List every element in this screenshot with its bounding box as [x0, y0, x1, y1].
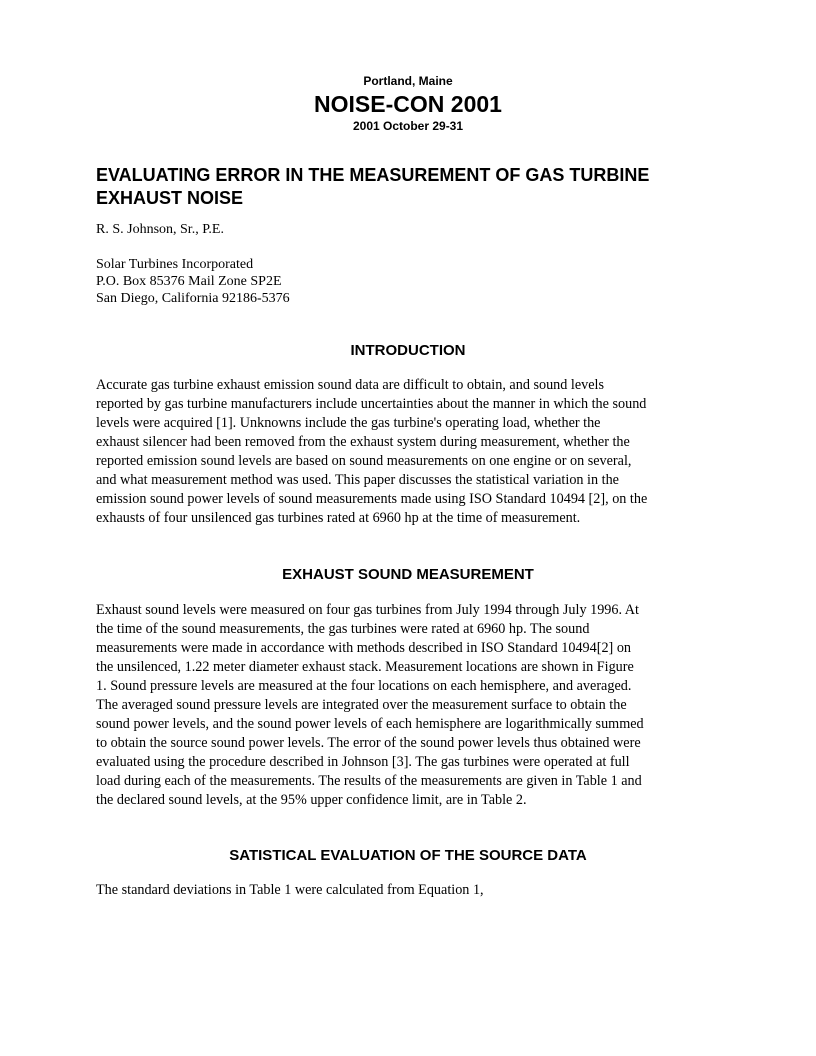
- paragraph-line: 1. Sound pressure levels are measured at the four locations on each hemisphere, and averaged.: [96, 678, 632, 694]
- conference-dates: 2001 October 29-31: [352, 119, 464, 133]
- conference-name: NOISE-CON 2001: [314, 91, 502, 117]
- paragraph-line: reported emission sound levels are based on sound measurements on one engine or on several,: [96, 453, 632, 469]
- paragraph-line: The standard deviations in Table 1 were calculated from Equation 1,: [96, 882, 484, 898]
- paragraph-line: exhausts of four unsilenced gas turbines rated at 6960 hp at the time of measurement.: [96, 510, 581, 526]
- paragraph-line: the time of the sound measurements, the gas turbines were rated at 6960 hp. The sound: [96, 621, 590, 637]
- affiliation-line: San Diego, California 92186-5376: [96, 291, 290, 306]
- statistical-evaluation-paragraph: [96, 881, 726, 900]
- paper-title: [96, 164, 736, 210]
- paragraph-line: Accurate gas turbine exhaust emission sound data are difficult to obtain, and sound levels: [96, 377, 604, 393]
- paragraph-line: to obtain the source sound power levels. The error of the sound power levels thus obtained were: [96, 735, 641, 751]
- paragraph-line: load during each of the measurements. The results of the measurements are given in Table 1 and: [96, 773, 642, 789]
- paper-title-line: EVALUATING ERROR IN THE MEASUREMENT OF GAS TURBINE: [96, 165, 650, 185]
- affiliation-line: Solar Turbines Incorporated: [96, 257, 254, 272]
- affiliation-line: P.O. Box 85376 Mail Zone SP2E: [96, 274, 282, 289]
- paragraph-line: and what measurement method was used. This paper discusses the statistical variation in the: [96, 472, 619, 488]
- conference-location: Portland, Maine: [363, 74, 453, 88]
- paragraph-line: levels were acquired [1]. Unknowns include the gas turbine's operating load, whether the: [96, 415, 601, 431]
- section-heading-statistical-evaluation: SATISTICAL EVALUATION OF THE SOURCE DATA: [229, 847, 587, 864]
- paragraph-line: measurements were made in accordance with methods described in ISO Standard 10494[2] on: [96, 640, 632, 656]
- exhaust-measurement-paragraph: [96, 601, 726, 810]
- paragraph-line: the declared sound levels, at the 95% upper confidence limit, are in Table 2.: [96, 792, 527, 808]
- paragraph-line: emission sound power levels of sound measurements made using ISO Standard 10494 [2], on the: [96, 491, 648, 507]
- author: R. S. Johnson, Sr., P.E.: [96, 222, 224, 237]
- paragraph-line: The averaged sound pressure levels are integrated over the measurement surface to obtain the: [96, 697, 627, 713]
- paragraph-line: sound power levels, and the sound power levels of each hemisphere are logarithmically summed: [96, 716, 644, 732]
- paragraph-line: Exhaust sound levels were measured on four gas turbines from July 1994 through July 1996. At: [96, 602, 639, 618]
- section-heading-exhaust-sound-measurement: EXHAUST SOUND MEASUREMENT: [282, 566, 534, 583]
- paragraph-line: evaluated using the procedure described in Johnson [3]. The gas turbines were operated at full: [96, 754, 630, 770]
- paragraph-line: exhaust silencer had been removed from the exhaust system during measurement, whether the: [96, 434, 630, 450]
- introduction-paragraph: [96, 376, 726, 528]
- paper-title-line: EXHAUST NOISE: [96, 188, 244, 208]
- paragraph-line: the unsilenced, 1.22 meter diameter exhaust stack. Measurement locations are shown in Figure: [96, 659, 634, 675]
- paragraph-line: reported by gas turbine manufacturers include uncertainties about the manner in which the sound: [96, 396, 647, 412]
- section-heading-introduction: INTRODUCTION: [350, 342, 466, 359]
